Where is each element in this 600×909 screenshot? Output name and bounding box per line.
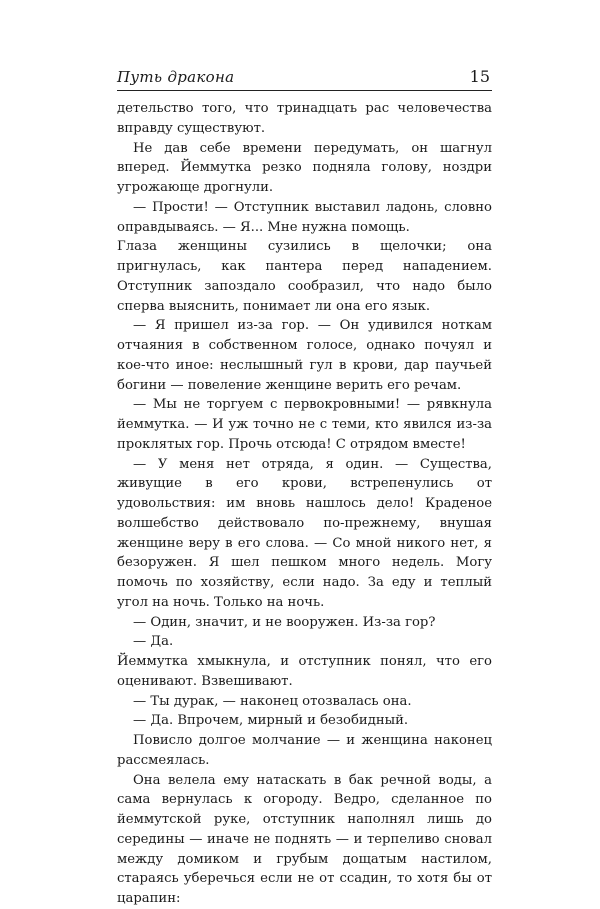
paragraph: — Прости! — Отступник выставил ладонь, словно оправдываясь. — Я... Мне нужна помощь. [117,199,492,235]
running-header [117,60,492,91]
paragraph: — Да. [133,634,174,650]
paragraph: Не дав себе времени передумать, он шагнул вперед. Йеммутка резко подняла голову, ноздри угрожающе дрогнули. [117,140,492,195]
paragraph: Йеммутка хмыкнула, и отступник понял, что его оценивают. Взвешивают. [117,654,492,689]
paragraph: детельство того, что тринадцать рас человечества вправду существуют. [117,101,492,136]
paragraph: — Ты дурак, — наконец отозвалась она. [133,693,412,709]
paragraph: Глаза женщины сузились в щелочки; она пригнулась, как пантера перед нападением. Отступник запоздало сообразил, что надо было сперва выяснить, понимает ли она его язык. [117,239,492,314]
paragraph: — Один, значит, и не вооружен. Из-за гор? [133,614,436,630]
paragraph: Повисло долгое молчание — и женщина наконец рассмеялась. [117,733,492,768]
paragraph: — Да. Впрочем, мирный и безобидный. [133,713,409,729]
page-number: 15 [469,67,490,86]
running-title: Путь дракона [117,68,235,86]
paragraph: — У меня нет отряда, я один. — Существа, живущие в его крови, встрепенулись от удовольствия: им вновь нашлось дело! Краденое волшебство действовало по-прежнему, внушая женщине веру в его слова. — Со мной никого нет, я безоружен. Я шел пешком много недель. Могу помочь по хозяйству, если надо. За еду и теплый угол на ночь. Только на ночь. [117,456,492,610]
paragraph: — Я пришел из-за гор. — Он удивился ноткам отчаяния в собственном голосе, однако почуял и кое-что иное: неслышный гул в крови, дар паучьей богини — повеление женщине верить его речам. [117,318,492,393]
paragraph: Она велела ему натаскать в бак речной воды, а сама вернулась к огороду. Ведро, сделанное по йеммутской руке, отступник наполнял лишь до середины — иначе не поднять — и терпеливо сновал между домиком и грубым дощатым настилом, стараясь уберечься если не от ссадин, то хотя бы от царапин: [117,772,492,906]
body-text [117,99,492,909]
paragraph: — Мы не торгуем с первокровными! — рявкнула йеммутка. — И уж точно не с теми, кто явился из-за проклятых гор. Прочь отсюда! С отрядом вместе! [117,397,492,452]
